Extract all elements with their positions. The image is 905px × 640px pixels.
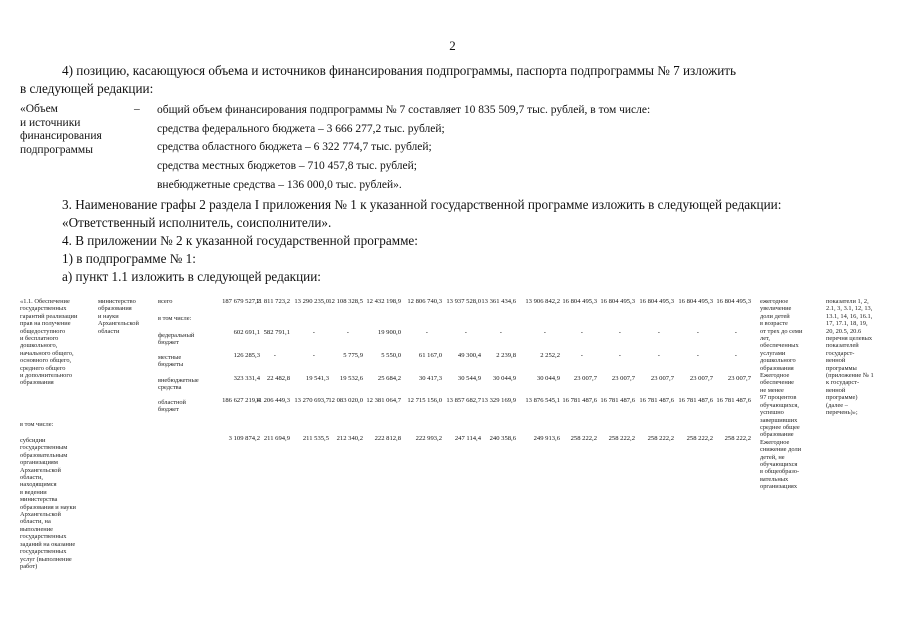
executor-line: министерство <box>98 298 136 305</box>
result-line: не менее <box>760 386 784 394</box>
indicator-line: (далее – <box>826 401 848 409</box>
table-cell-value: 49 300,4 <box>457 352 481 359</box>
table-cell-value: 186 627 219,4 <box>222 397 260 404</box>
indicator-line: венной <box>826 386 846 394</box>
table-cell-value: 12 083 020,0 <box>328 397 363 404</box>
page-number: 2 <box>449 38 456 53</box>
indicator-line: к государст- <box>826 379 860 387</box>
financing-label <box>20 103 102 157</box>
table-cell-value: 12 715 156,0 <box>407 397 442 404</box>
table-cell-value: - <box>543 329 546 336</box>
financing-line: внебюджетные средства – 136 000,0 тыс. рублей». <box>157 178 402 191</box>
financing-line: общий объем финансирования подпрограммы № 7 составляет 10 835 509,7 тыс. рублей, в том числе: <box>157 104 651 116</box>
sub-line: заданий на оказание <box>20 540 76 548</box>
result-line: в общеобразо- <box>760 468 800 476</box>
table-cell-value: 12 108 328,5 <box>328 298 363 305</box>
sub-line: государственным <box>20 444 68 452</box>
table-cell-value: 258 222,2 <box>608 435 635 442</box>
item-line: прав на получение <box>20 320 71 328</box>
result-line: дошкольного <box>760 357 796 365</box>
table-cell-value: 61 167,0 <box>418 352 442 359</box>
sub-line: в ведении <box>20 488 47 496</box>
item4-line2: в следующей редакции: <box>20 81 154 96</box>
indicator-line: показатели 1, 2, <box>826 298 869 305</box>
src-federal: федеральный бюджет <box>158 332 195 347</box>
src-including: в том числе: <box>158 315 192 322</box>
table-cell-value: 16 804 495,3 <box>716 298 751 305</box>
sub-line: Архангельской <box>20 466 61 474</box>
table-cell-value: 187 679 527,2 <box>222 298 260 305</box>
indicator-line: 17, 17.1, 18, 19, <box>826 320 868 328</box>
table-cell-value: 19 900,0 <box>377 329 401 336</box>
table-cell-value: 23 007,7 <box>689 375 713 382</box>
indicator-line: показателей <box>826 342 859 350</box>
item-line: общедоступного <box>20 327 66 335</box>
table-cell-value: 13 290 235,0 <box>294 298 329 305</box>
paragraph-subprogram1: 1) в подпрограмме № 1: <box>62 251 196 266</box>
item-line: начального общего, <box>20 349 74 357</box>
sub-line: выполнение <box>20 525 53 533</box>
table-cell-value: 12 806 740,3 <box>407 298 442 305</box>
indicator-line: программы <box>826 364 857 372</box>
table-cell-value: - <box>734 329 737 336</box>
table-cell-value: - <box>696 329 699 336</box>
sub-line: области, на <box>20 518 51 526</box>
table-cell-value: - <box>657 329 660 336</box>
table-cell-value: 247 114,4 <box>454 435 481 442</box>
table-cell-value: 16 804 495,3 <box>678 298 713 305</box>
result-line: Ежегодное <box>760 372 790 380</box>
table-cell-value: 12 432 198,9 <box>366 298 401 305</box>
result-line: обеспечение <box>760 379 795 387</box>
table-cell-value: 323 331,4 <box>233 375 260 382</box>
item-line: государственных <box>20 305 67 313</box>
src-offbudget: внебюджетные средства <box>158 377 199 392</box>
financing-label-line: «Объем <box>20 103 58 115</box>
table-cell-value: 2 252,2 <box>540 352 560 359</box>
table-cell-value: 11 206 449,3 <box>255 397 290 404</box>
table-cell-value: 16 781 487,6 <box>562 397 597 404</box>
sub-line: государственных <box>20 533 67 541</box>
item-line: и дополнительного <box>20 372 73 380</box>
table-in-total: в том числе: <box>20 421 54 428</box>
table-cell-value: - <box>696 352 699 359</box>
paragraph-column-name: «Ответственный исполнитель, соисполнители». <box>62 215 332 230</box>
table-cell-value: 25 684,2 <box>377 375 401 382</box>
table-indicators <box>826 298 896 417</box>
sub-line: организациям <box>20 459 58 467</box>
result-line: обеспеченных <box>760 342 799 350</box>
table-cell-value: 30 417,3 <box>418 375 442 382</box>
result-line: 97 процентов <box>760 394 797 402</box>
table-cell-value: 16 781 487,6 <box>639 397 674 404</box>
table-cell-value: - <box>618 352 621 359</box>
sub-line: образования и науки <box>20 503 76 511</box>
table-cell-value: 2 239,8 <box>496 352 516 359</box>
table-cell-value: - <box>499 329 502 336</box>
table-cell-value: - <box>734 352 737 359</box>
result-line: от трех до семи <box>760 327 803 335</box>
table-cell-value: 13 329 169,9 <box>481 397 516 404</box>
table-cell-value: - <box>580 352 583 359</box>
table-cell-value: 258 222,2 <box>686 435 713 442</box>
table-cell-value: - <box>464 329 467 336</box>
table-cell-value: - <box>657 352 660 359</box>
indicator-line: перечня целевых <box>826 335 873 343</box>
indicator-line: 13.1, 14, 16, 16.1, <box>826 312 873 320</box>
financing-line: средства местных бюджетов – 710 457,8 тыс. рублей; <box>157 160 417 173</box>
table-subsidy <box>20 437 95 570</box>
table-cell-value: 22 482,8 <box>266 375 290 382</box>
result-line: в возрасте <box>760 320 788 328</box>
item4-line1 <box>62 62 877 79</box>
indicator-line: 20, 20.5, 20.6 <box>826 327 862 335</box>
table-cell-value: 582 791,1 <box>263 329 290 336</box>
table-cell-value: 258 222,2 <box>647 435 674 442</box>
sub-line: субсидии <box>20 437 46 444</box>
item-line: «1.1. Обеспечение <box>20 298 70 305</box>
table-cell-value: 23 007,7 <box>573 375 597 382</box>
table-results <box>760 298 822 491</box>
result-line: Ежегодное <box>760 438 790 446</box>
table-cell-value: 23 007,7 <box>611 375 635 382</box>
table-cell-value: 3 109 874,2 <box>228 435 260 442</box>
result-line: обучающихся <box>760 460 798 468</box>
table-cell-value: 222 993,2 <box>415 435 442 442</box>
table-cell-value: - <box>618 329 621 336</box>
table-cell-value: 13 361 434,6 <box>481 298 516 305</box>
financing-dash: – <box>134 103 140 115</box>
table-cell-value: 5 775,9 <box>343 352 363 359</box>
result-line: образование <box>760 431 794 439</box>
financing-label-line: подпрограммы <box>20 143 93 156</box>
table-cell-value: 16 781 487,6 <box>600 397 635 404</box>
table-cell-value: - <box>346 329 349 336</box>
table-cell-value: 19 541,3 <box>305 375 329 382</box>
indicator-line: перечень)»; <box>826 409 858 417</box>
financing-label-line: финансирования <box>20 130 102 142</box>
result-line: среднее общее <box>760 423 800 431</box>
result-line: ежегодное <box>760 298 789 305</box>
table-cell-value: 23 007,7 <box>650 375 674 382</box>
result-line: обучающихся, <box>760 401 799 409</box>
src-regional: областной бюджет <box>158 399 186 414</box>
table-cell-value: 211 694,9 <box>263 435 290 442</box>
table-cell-value: 12 381 064,7 <box>366 397 401 404</box>
result-line: доли детей <box>760 312 790 320</box>
paragraph-item3: 3. Наименование графы 2 раздела I приложения № 1 к указанной государственной программе изложить в следующей редакции: <box>62 197 782 212</box>
financing-text <box>157 101 650 195</box>
indicator-line: программе) <box>826 394 858 402</box>
result-line: завершивших <box>760 416 798 424</box>
executor-line: образования <box>98 305 132 313</box>
indicator-line: государст- <box>826 349 855 357</box>
table-cell-value: 30 544,9 <box>457 375 481 382</box>
table-cell-value: 13 937 528,0 <box>446 298 481 305</box>
table-cell-value: 13 270 693,7 <box>294 397 329 404</box>
sub-line: области, <box>20 474 43 482</box>
result-line: вательных <box>760 475 789 483</box>
financing-line: средства федерального бюджета – 3 666 277,2 тыс. рублей; <box>157 122 445 135</box>
sub-line: работ) <box>20 562 38 570</box>
budget-table <box>0 298 905 638</box>
table-cell-value: 13 876 545,1 <box>525 397 560 404</box>
src-total: всего <box>158 298 173 305</box>
item-line: среднего общего <box>20 364 66 372</box>
table-cell-value: 258 222,2 <box>724 435 751 442</box>
item-line: дошкольного, <box>20 342 58 350</box>
item-line: образования <box>20 379 54 387</box>
table-cell-value: - <box>425 329 428 336</box>
sub-line: образовательным <box>20 451 68 459</box>
table-cell-value: 13 857 682,7 <box>446 397 481 404</box>
table-cell-value: 16 781 487,6 <box>678 397 713 404</box>
table-cell-value: 11 811 723,2 <box>255 298 290 305</box>
table-cell-value: 23 007,7 <box>727 375 751 382</box>
result-line: увеличение <box>760 305 792 313</box>
financing-line: средства областного бюджета – 6 322 774,7 тыс. рублей; <box>157 141 432 154</box>
table-cell-value: 16 781 487,6 <box>716 397 751 404</box>
sub-line: государственных <box>20 548 67 556</box>
result-line: организациях <box>760 483 798 491</box>
src-local: местные бюджеты <box>158 354 184 369</box>
sub-line: находящимся <box>20 481 57 489</box>
item-line: основного общего, <box>20 357 72 365</box>
sub-line: министерства <box>20 496 58 504</box>
indicator-line: венной <box>826 357 846 365</box>
table-cell-value: 30 044,9 <box>492 375 516 382</box>
executor-line: Архангельской <box>98 320 139 328</box>
executor-line: и науки <box>98 312 119 320</box>
paragraph-item4: 4. В приложении № 2 к указанной государственной программе: <box>62 233 418 248</box>
table-item-name <box>20 298 95 387</box>
table-cell-value: 16 804 495,3 <box>639 298 674 305</box>
table-cell-value: 249 913,6 <box>533 435 560 442</box>
table-cell-value: 16 804 495,3 <box>562 298 597 305</box>
executor-line: области <box>98 327 120 335</box>
table-cell-value: 602 691,1 <box>233 329 260 336</box>
sub-line: услуг (выполнение <box>20 555 72 563</box>
table-cell-value: 13 906 842,2 <box>525 298 560 305</box>
item4-text-1: 4) позицию, касающуюся объема и источников финансирования подпрограммы, паспорта подпрограммы № 7 изложить <box>62 63 737 78</box>
result-line: услугами <box>760 349 786 357</box>
result-line: образования <box>760 364 794 372</box>
table-cell-value: 211 535,5 <box>302 435 329 442</box>
item-line: и бесплатного <box>20 335 59 343</box>
table-cell-value: - <box>312 329 315 336</box>
indicator-line: 2.1, 3, 3.1, 12, 13, <box>826 305 873 313</box>
table-cell-value: 258 222,2 <box>570 435 597 442</box>
financing-label-line: и источники <box>20 116 81 129</box>
result-line: лет, <box>760 335 770 343</box>
table-cell-value: 19 532,6 <box>339 375 363 382</box>
table-executor <box>98 298 156 335</box>
table-cell-value: 240 358,6 <box>489 435 516 442</box>
table-cell-value: 222 812,8 <box>374 435 401 442</box>
table-cell-value: 30 044,9 <box>536 375 560 382</box>
indicator-line: (приложение № 1 <box>826 372 874 380</box>
table-cell-value: 5 550,0 <box>381 352 401 359</box>
result-line: детей, не <box>760 453 785 461</box>
table-cell-value: - <box>312 352 315 359</box>
item-line: гарантий реализации <box>20 312 78 320</box>
result-line: снижение доли <box>760 446 802 454</box>
table-cell-value: - <box>580 329 583 336</box>
table-cell-value: 212 340,2 <box>336 435 363 442</box>
result-line: успешно <box>760 409 784 417</box>
table-cell-value: 126 285,3 <box>233 352 260 359</box>
paragraph-point11: а) пункт 1.1 изложить в следующей редакции: <box>62 269 321 284</box>
sub-line: Архангельской <box>20 511 61 519</box>
table-cell-value: 16 804 495,3 <box>600 298 635 305</box>
table-cell-value: - <box>273 352 276 359</box>
